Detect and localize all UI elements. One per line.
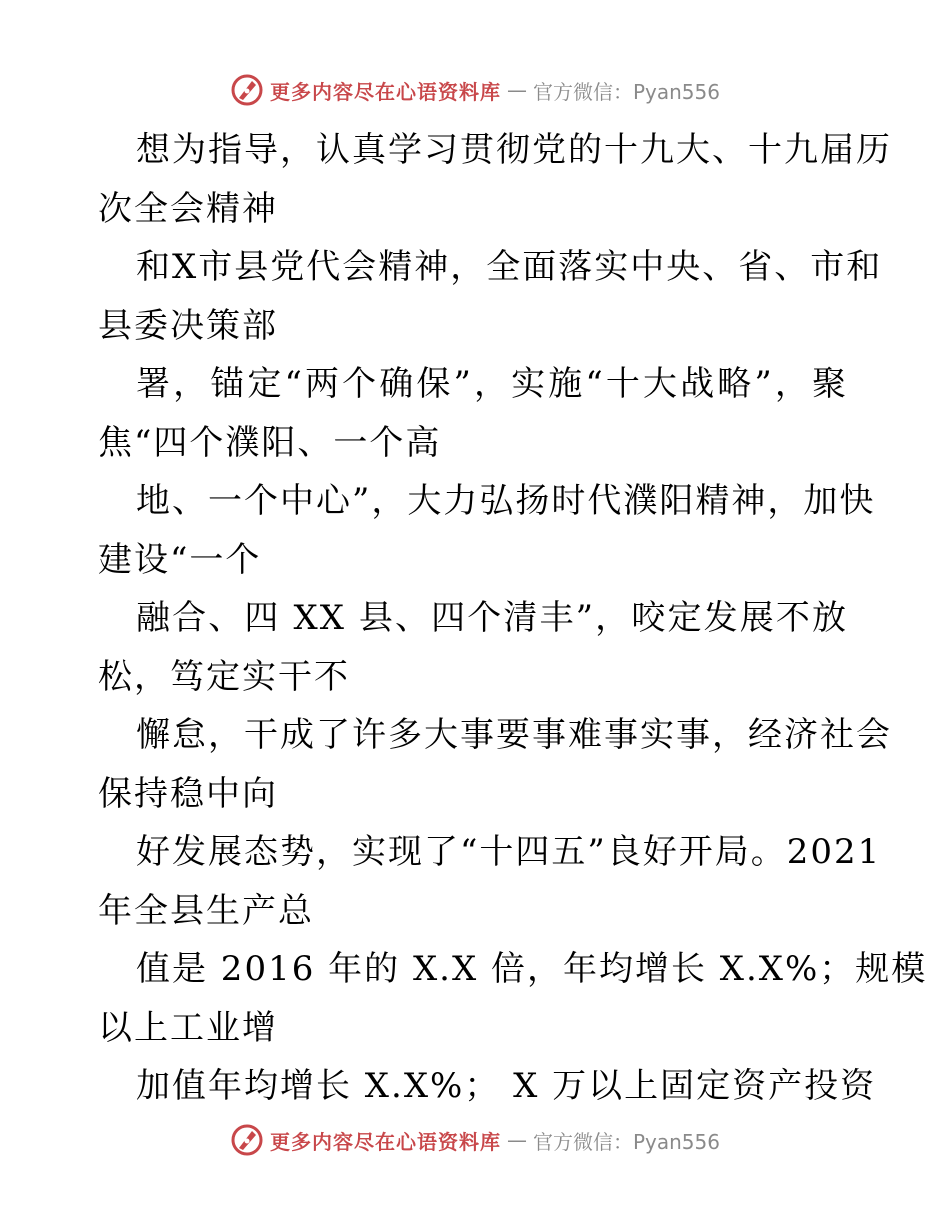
fountain-pen-logo-icon bbox=[230, 1123, 264, 1157]
fountain-pen-logo-icon bbox=[230, 73, 264, 107]
text-line: 次全会精神 bbox=[98, 188, 278, 229]
text-line: 加值年均增长 X.X%； X 万以上固定资产投资 bbox=[136, 1066, 877, 1106]
text-line: 保持稳中向 bbox=[98, 773, 278, 814]
watermark-separator: — bbox=[506, 78, 527, 102]
watermark-footer bbox=[0, 1120, 950, 1160]
watermark-separator: — bbox=[506, 1128, 527, 1152]
text-line: 焦“四个濮阳、一个高 bbox=[98, 422, 442, 463]
watermark-wechat-text: 官方微信：Pyan556 bbox=[532, 79, 720, 104]
text-line: 建设“一个 bbox=[98, 539, 262, 580]
text-line: 值是 2016 年的 X.X 倍，年均增长 X.X%；规模 bbox=[136, 949, 928, 989]
text-line: 县委决策部 bbox=[98, 305, 278, 346]
text-line: 松，笃定实干不 bbox=[98, 656, 350, 697]
watermark-header bbox=[0, 70, 950, 110]
document-body bbox=[98, 121, 928, 1116]
text-line: 年全县生产总 bbox=[98, 890, 314, 931]
watermark-site-text: 更多内容尽在心语资料库 bbox=[269, 1129, 501, 1154]
text-line: 懈怠，干成了许多大事要事难事实事，经济社会 bbox=[136, 715, 892, 755]
text-line: 想为指导，认真学习贯彻党的十九大、十九届历 bbox=[136, 130, 892, 170]
text-line: 以上工业增 bbox=[98, 1007, 278, 1048]
text-line: 和X市县党代会精神，全面落实中央、省、市和 bbox=[136, 247, 883, 287]
watermark-wechat-text: 官方微信：Pyan556 bbox=[532, 1129, 720, 1154]
text-line: 地、一个中心”，大力弘扬时代濮阳精神，加快 bbox=[136, 481, 876, 521]
text-line: 融合、四 XX 县、四个清丰”，咬定发展不放 bbox=[136, 598, 848, 638]
text-line: 署，锚定“两个确保”，实施“十大战略”，聚 bbox=[136, 364, 848, 404]
text-line: 好发展态势，实现了“十四五”良好开局。2021 bbox=[136, 832, 882, 872]
watermark-site-text: 更多内容尽在心语资料库 bbox=[269, 79, 501, 104]
